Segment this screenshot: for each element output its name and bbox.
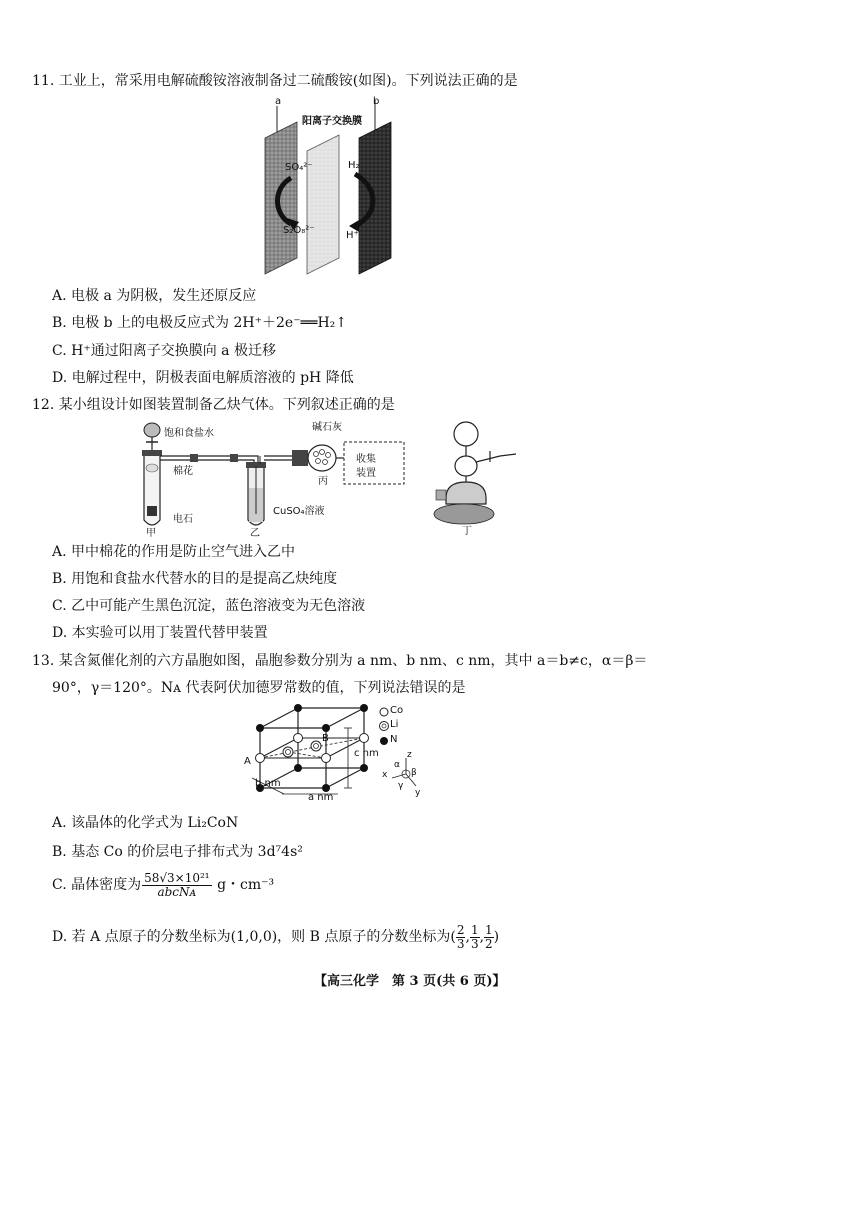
q13-option-d-prefix: D. 若 A 点原子的分数坐标为(1,0,0)，则 B 点原子的分数坐标为( <box>52 929 456 946</box>
axis-alpha: α <box>394 760 400 770</box>
label-cuso4: CuSO₄溶液 <box>273 506 325 517</box>
coord-fraction-3 <box>484 924 494 950</box>
label-c-nm: c nm <box>354 748 379 759</box>
q13-option-c-prefix: C. 晶体密度为 <box>52 877 142 894</box>
coord-2-den: 3 <box>470 936 479 951</box>
n-atom <box>294 764 302 772</box>
axis-y: y <box>415 788 421 798</box>
density-denominator: abcNᴀ <box>157 884 197 899</box>
label-collect-2: 装置 <box>356 468 376 479</box>
hplus-label: H⁺ <box>346 230 359 241</box>
n-atom <box>256 724 264 732</box>
density-numerator: 58√3×10²¹ <box>144 871 210 885</box>
label-a-nm: a nm <box>308 792 334 803</box>
legend-co-symbol <box>380 708 388 716</box>
n-atom <box>322 784 330 792</box>
coord-fraction-2 <box>470 924 480 950</box>
q13-option-b: B. 基态 Co 的价层电子排布式为 3d⁷4s² <box>52 844 303 860</box>
so4-label: SO₄²⁻ <box>285 162 313 173</box>
electrode-a <box>265 122 297 274</box>
legend-co: Co <box>390 705 404 716</box>
q12-stem: 12. 某小组设计如图装置制备乙炔气体。下列叙述正确的是 <box>32 397 395 413</box>
coord-2-num: 1 <box>470 923 479 937</box>
q13-option-d <box>52 924 499 950</box>
co-atom <box>322 754 331 763</box>
n-atom <box>322 724 330 732</box>
label-jia: 甲 <box>146 528 156 539</box>
density-fraction <box>142 872 212 898</box>
axis-beta: β <box>411 768 417 778</box>
n-atom <box>360 704 368 712</box>
q11-option-d: D. 电解过程中，阴极表面电解质溶液的 pH 降低 <box>52 370 354 386</box>
s2o8-label: S₂O₈²⁻ <box>283 225 315 236</box>
kipp-generator-ding <box>434 422 516 524</box>
legend-li: Li <box>390 719 399 730</box>
co-atom <box>294 734 303 743</box>
label-a: a <box>275 96 282 107</box>
label-brine: 饱和食盐水 <box>164 428 214 439</box>
axis-x: x <box>382 770 388 780</box>
q12-option-a: A. 甲中棉花的作用是防止空气进入乙中 <box>52 544 296 560</box>
membrane-label: 阳离子交换膜 <box>302 116 362 127</box>
coord-3-den: 2 <box>485 936 493 951</box>
label-bing: 丙 <box>318 476 328 487</box>
q13-stem-line2: 90°，γ＝120°。Nᴀ 代表阿伏加德罗常数的值，下列说法错误的是 <box>52 680 466 696</box>
q12-option-b: B. 用饱和食盐水代替水的目的是提高乙炔纯度 <box>52 571 338 587</box>
label-b: b <box>373 96 380 107</box>
q12-option-d: D. 本实验可以用丁装置代替甲装置 <box>52 625 268 641</box>
q12-option-c: C. 乙中可能产生黑色沉淀，蓝色溶液变为无色溶液 <box>52 598 366 614</box>
q11-option-a: A. 电极 a 为阴极，发生还原反应 <box>52 288 257 304</box>
axis-z: z <box>407 750 412 760</box>
legend-n-symbol <box>380 737 388 745</box>
label-ding: 丁 <box>462 526 472 537</box>
coord-close-paren: ) <box>493 929 500 946</box>
coord-1-num: 2 <box>456 923 465 937</box>
q11-option-c: C. H⁺通过阳离子交换膜向 a 极迁移 <box>52 343 276 359</box>
coord-3-num: 1 <box>485 923 493 937</box>
h2-label: H₂ <box>348 160 360 171</box>
co-atom <box>360 734 369 743</box>
co-atom <box>256 754 265 763</box>
comma-1: , <box>465 929 470 946</box>
label-collect-1: 收集 <box>356 454 376 465</box>
n-atom <box>294 704 302 712</box>
legend-n: N <box>390 734 398 745</box>
label-cotton: 棉花 <box>173 466 193 477</box>
axis-gamma: γ <box>398 781 404 791</box>
n-atom <box>360 764 368 772</box>
label-b-nm: b nm <box>255 778 281 789</box>
label-soda-lime: 碱石灰 <box>312 422 342 433</box>
label-B: B <box>322 733 329 744</box>
q13-option-c <box>52 872 274 898</box>
comma-2: , <box>479 929 485 946</box>
separatory-funnel <box>144 423 160 437</box>
label-yi: 乙 <box>250 528 260 539</box>
label-carbide: 电石 <box>173 514 193 525</box>
q13-stem-line1: 13. 某含氮催化剂的六方晶胞如图，晶胞参数分别为 a nm、b nm、c nm，其中 a＝b≠c，α＝β＝ <box>32 653 648 669</box>
q11-option-b: B. 电极 b 上的电极反应式为 2H⁺＋2e⁻══H₂↑ <box>52 315 347 331</box>
q13-option-a: A. 该晶体的化学式为 Li₂CoN <box>52 815 239 831</box>
density-unit: g・cm⁻³ <box>217 877 275 894</box>
q11-stem: 11. 工业上，常采用电解硫酸铵溶液制备过二硫酸铵(如图)。下列说法正确的是 <box>32 73 518 89</box>
drying-tube-bing <box>308 445 336 471</box>
cation-exchange-membrane <box>307 135 339 274</box>
coord-1-den: 3 <box>456 936 465 951</box>
page-footer: 【高三化学 第 3 页(共 6 页)】 <box>314 974 506 989</box>
label-A: A <box>244 756 251 767</box>
